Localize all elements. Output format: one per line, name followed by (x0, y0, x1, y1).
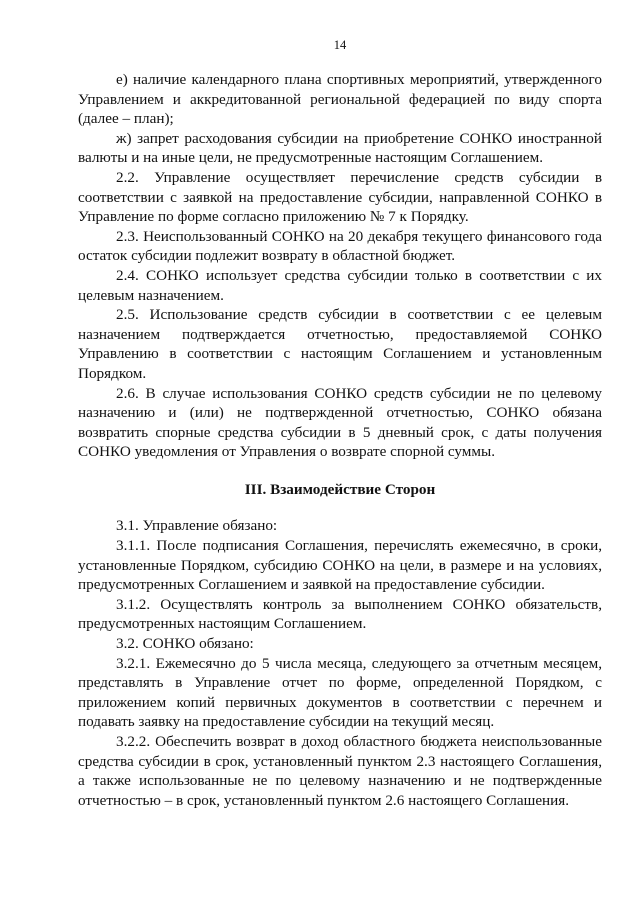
paragraph-3-2-2: 3.2.2. Обеспечить возврат в доход областного бюджета неиспользованные средства субсидии в срок, установленный пунктом 2.3 настоящего Соглашения, а также использованные не по целевому назначению и не подтвержденные отчетностью – в срок, установленный пунктом 2.6 настоящего Соглашения. (78, 733, 602, 809)
paragraph-2-3: 2.3. Неиспользованный СОНКО на 20 декабря текущего финансового года остаток субсидии подлежит возврату в областной бюджет. (78, 227, 602, 265)
paragraph-zh: ж) запрет расходования субсидии на приобретение СОНКО иностранной валюты и на иные цели, не предусмотренные настоящим Соглашением. (78, 129, 602, 167)
paragraph-3-1: 3.1. Управление обязано: (116, 517, 278, 535)
paragraph-2-5: 2.5. Использование средств субсидии в соответствии с ее целевым назначением подтверждается отчетностью, предоставляемой СОНКО Управлению в соответствии с настоящим Соглашением и установленным Порядком. (78, 306, 602, 382)
paragraph-3-1-2: 3.1.2. Осуществлять контроль за выполнением СОНКО обязательств, предусмотренных настоящим Соглашением. (78, 595, 602, 633)
page-number: 14 (333, 38, 347, 52)
section-title: III. Взаимодействие Сторон (244, 480, 436, 498)
paragraph-2-6: 2.6. В случае использования СОНКО средств субсидии не по целевому назначению и (или) не подтвержденной отчетностью, СОНКО обязана возвратить спорные средства субсидии в 5 дневный срок, с даты получения СОНКО уведомления от Управления о возврате спорной суммы. (78, 384, 602, 461)
paragraph-2-2: 2.2. Управление осуществляет перечисление средств субсидии в соответствии с заявкой на предоставление субсидии, направленной СОНКО в Управление по форме согласно приложению № 7 к Порядку. (78, 168, 602, 226)
paragraph-e: е) наличие календарного плана спортивных мероприятий, утвержденного Управлением и аккредитованной региональной федерацией по виду спорта (далее – план); (78, 71, 602, 128)
paragraph-3-1-1: 3.1.1. После подписания Соглашения, перечислять ежемесячно, в сроки, установленные Порядком, субсидию СОНКО на цели, в размере и на условиях, предусмотренных Соглашением и заявкой на предоставление субсидии. (78, 537, 602, 594)
paragraph-3-2: 3.2. СОНКО обязано: (116, 635, 254, 653)
paragraph-3-2-1: 3.2.1. Ежемесячно до 5 числа месяца, следующего за отчетным месяцем, представлять в Управление отчет по форме, определенной Порядком, с приложением копий первичных документов в соответствии с перечнем и подавать заявку на предоставление субсидии на текущий месяц. (78, 654, 602, 731)
paragraph-2-4: 2.4. СОНКО использует средства субсидии только в соответствии с их целевым назначением. (78, 266, 602, 304)
